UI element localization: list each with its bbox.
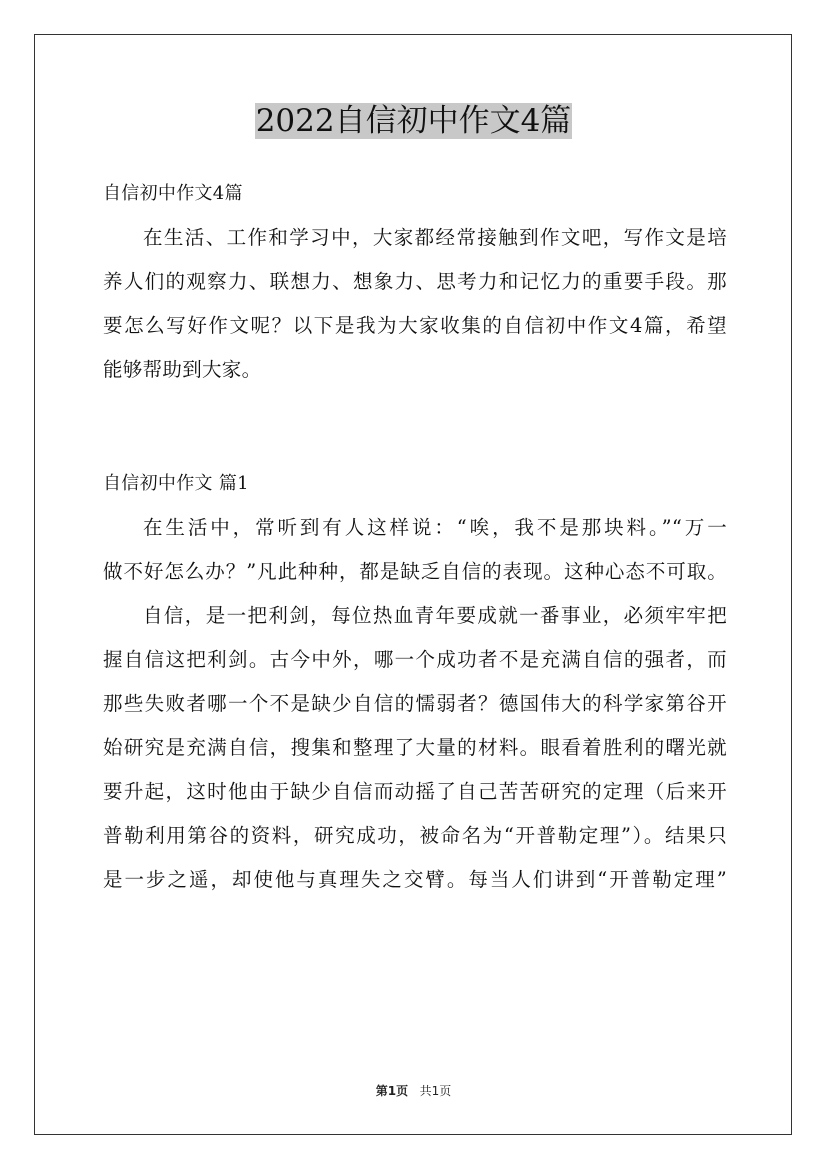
document-subtitle: 自信初中作文4篇 bbox=[103, 183, 243, 204]
paragraph-line: 普勒利用第谷的资料，研究成功，被命名为“开普勒定理”）。结果只 bbox=[103, 824, 727, 847]
page-total: 共1页 bbox=[419, 1084, 452, 1098]
section-gap bbox=[103, 392, 727, 462]
paragraph-line: 握自信这把利剑。古今中外，哪一个成功者不是充满自信的强者，而 bbox=[103, 648, 727, 671]
paragraph-line: 那些失败者哪一个不是缺少自信的懦弱者？德国伟大的科学家第谷开 bbox=[103, 692, 727, 715]
paragraph-line: 要升起，这时他由于缺少自信而动摇了自己苦苦研究的定理（后来开 bbox=[103, 780, 727, 803]
paragraph-line: 在生活中，常听到有人这样说：“唉，我不是那块料。”“万一 bbox=[143, 516, 727, 539]
intro-line: 在生活、工作和学习中，大家都经常接触到作文吧，写作文是培 bbox=[143, 226, 727, 249]
document-title: 2022自信初中作文4篇 bbox=[255, 103, 572, 139]
intro-line: 要怎么写好作文呢？以下是我为大家收集的自信初中作文4篇，希望 bbox=[103, 314, 727, 337]
section-heading: 自信初中作文 篇1 bbox=[103, 473, 249, 494]
paragraph-line: 始研究是充满自信，搜集和整理了大量的材料。眼看着胜利的曙光就 bbox=[103, 736, 727, 759]
document-body bbox=[103, 172, 727, 902]
paragraph-line: 是一步之遥，却使他与真理失之交臂。每当人们讲到“开普勒定理” bbox=[103, 868, 727, 891]
intro-line: 养人们的观察力、联想力、想象力、思考力和记忆力的重要手段。那 bbox=[103, 270, 727, 293]
page-footer bbox=[0, 1083, 827, 1099]
intro-line: 能够帮助到大家。 bbox=[103, 358, 262, 381]
page-number: 第1页 bbox=[375, 1084, 409, 1098]
paragraph-line: 做不好怎么办？”凡此种种，都是缺乏自信的表现。这种心态不可取。 bbox=[103, 560, 727, 583]
paragraph-line: 自信，是一把利剑，每位热血青年要成就一番事业，必须牢牢把 bbox=[143, 604, 727, 627]
